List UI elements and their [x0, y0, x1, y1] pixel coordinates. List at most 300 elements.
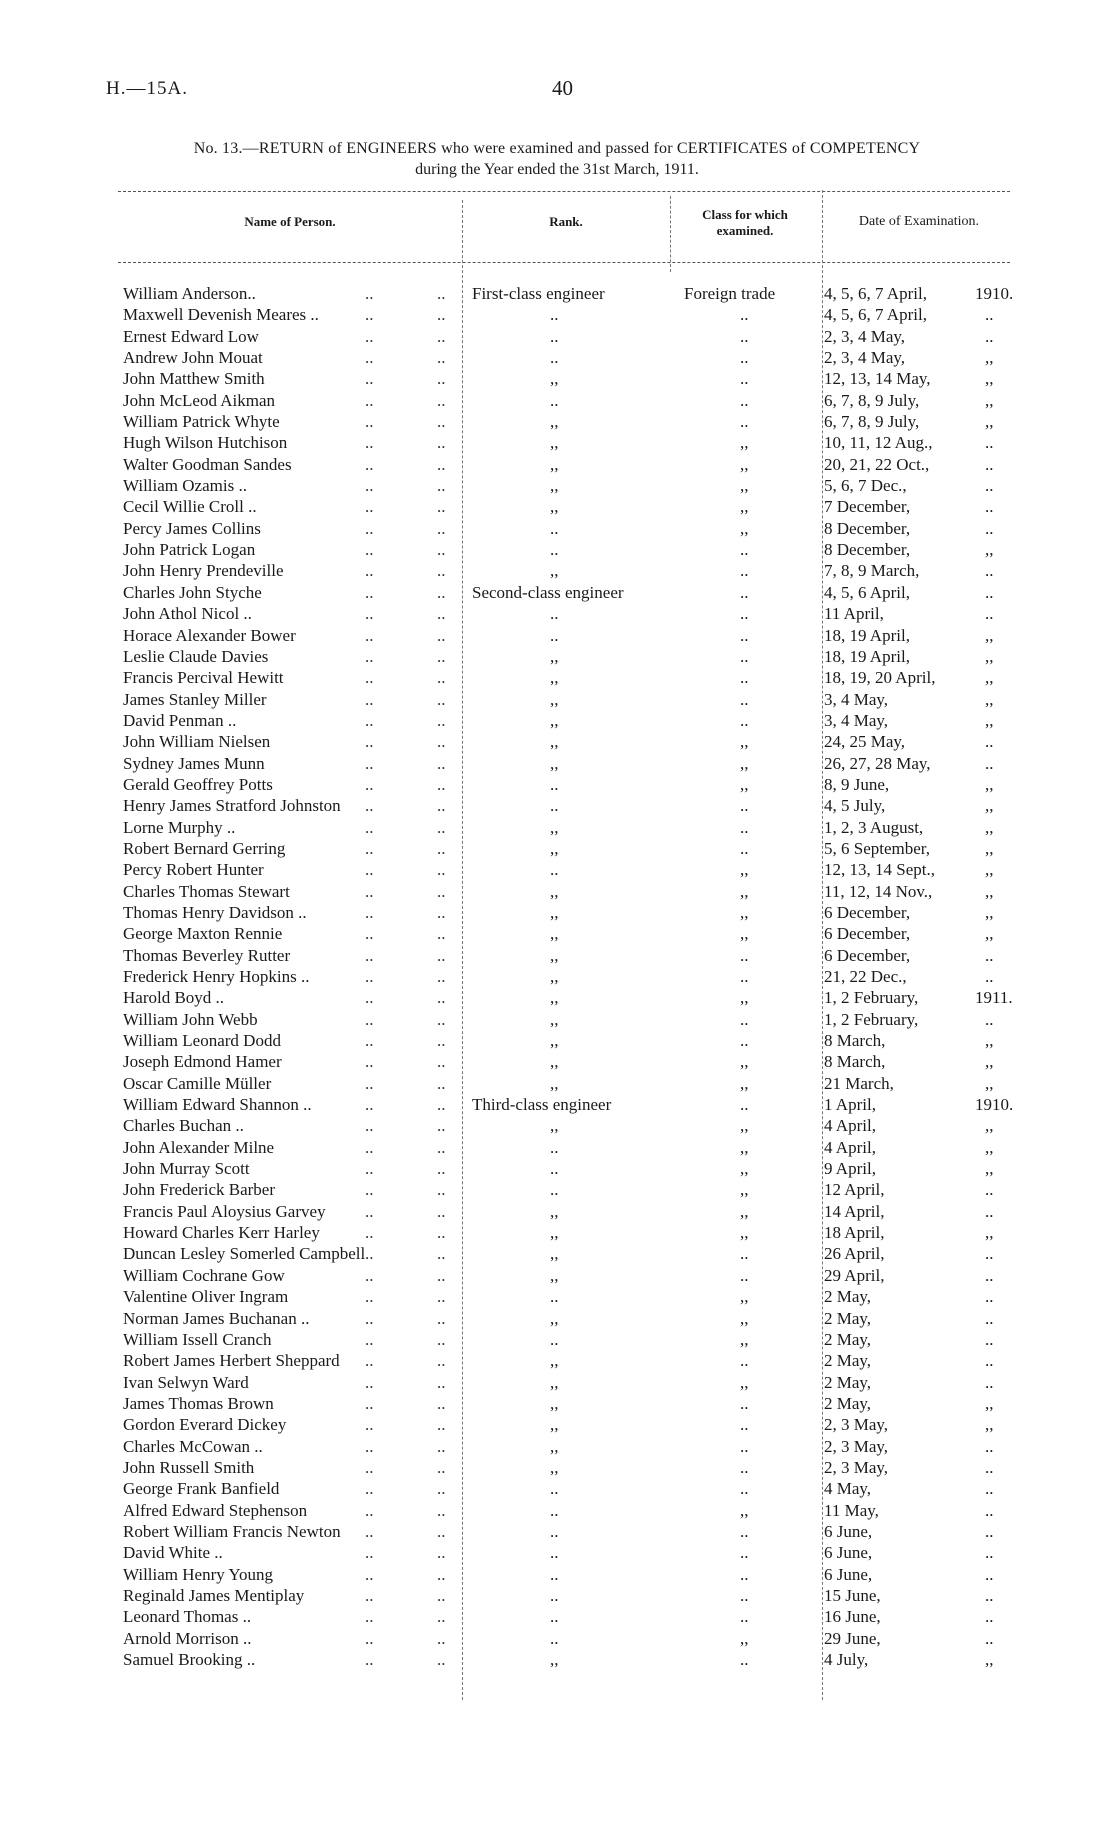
dot-leader: ..	[437, 348, 446, 368]
class-cell: ..	[740, 817, 749, 837]
class-cell: ..	[740, 540, 749, 560]
engineer-name: William Issell Cranch	[123, 1329, 272, 1349]
dot-leader: ..	[437, 1116, 446, 1136]
dot-leader: ..	[437, 1585, 446, 1605]
rank-cell: ..	[550, 305, 559, 325]
exam-date: 4 April,	[824, 1116, 876, 1136]
table-row	[0, 1243, 1114, 1264]
class-cell: ,,	[740, 881, 749, 901]
class-cell: ..	[740, 390, 749, 410]
column-header-class	[670, 207, 820, 239]
dot-leader: ..	[437, 518, 446, 538]
dot-leader: ..	[365, 540, 374, 560]
dot-leader: ..	[365, 1308, 374, 1328]
table-row	[0, 1179, 1114, 1200]
table-row	[0, 774, 1114, 795]
rank-cell: ,,	[550, 476, 559, 496]
dot-leader: ..	[437, 902, 446, 922]
table-row	[0, 753, 1114, 774]
dot-leader: ..	[365, 1457, 374, 1477]
dot-leader: ..	[437, 1415, 446, 1435]
engineer-name: David Penman ..	[123, 710, 237, 730]
table-row	[0, 1500, 1114, 1521]
exam-year: ..	[985, 1607, 994, 1627]
table-row	[0, 1436, 1114, 1457]
dot-leader: ..	[365, 1585, 374, 1605]
engineer-name: William Henry Young	[123, 1564, 273, 1584]
engineer-name: Frederick Henry Hopkins ..	[123, 967, 310, 986]
exam-date: 11 May,	[824, 1500, 879, 1520]
class-cell: ..	[740, 1521, 749, 1541]
exam-date: 6 December,	[824, 945, 911, 965]
class-cell: ,,	[740, 1500, 749, 1520]
engineer-name: Percy Robert Hunter	[123, 860, 264, 880]
class-cell: ,,	[740, 1116, 749, 1136]
class-cell: ..	[740, 1564, 749, 1584]
engineer-name: Thomas Henry Davidson ..	[123, 902, 307, 922]
column-header-date: Date of Examination.	[858, 214, 980, 229]
class-cell: ..	[740, 1351, 749, 1371]
exam-year: ..	[985, 518, 994, 538]
table-row	[0, 1265, 1114, 1286]
dot-leader: ..	[365, 390, 374, 410]
dot-leader: ..	[437, 710, 446, 730]
table-row	[0, 646, 1114, 667]
rank-cell: ..	[550, 1180, 559, 1200]
table-row	[0, 945, 1114, 966]
exam-date: 2 May,	[824, 1393, 872, 1413]
dot-leader: ..	[437, 1201, 446, 1221]
exam-year: ..	[985, 1009, 994, 1029]
table-row	[0, 1201, 1114, 1222]
rank-cell: ,,	[550, 817, 559, 837]
exam-date: 2 May,	[824, 1351, 872, 1371]
dot-leader: ..	[437, 433, 446, 453]
exam-date: 3, 4 May,	[824, 689, 889, 709]
class-cell: ,,	[740, 1073, 749, 1093]
dot-leader: ..	[365, 1372, 374, 1392]
dot-leader: ..	[365, 1095, 374, 1115]
rank-cell: ..	[550, 604, 559, 624]
exam-date: 3, 4 May,	[824, 710, 889, 730]
table-row	[0, 454, 1114, 475]
exam-date: 26 April,	[824, 1244, 885, 1264]
rank-cell: ..	[550, 540, 559, 560]
table-row	[0, 1606, 1114, 1627]
engineer-name: William Patrick Whyte	[123, 412, 280, 432]
engineer-name: Leslie Claude Davies	[123, 646, 269, 666]
class-cell: ..	[740, 1415, 749, 1435]
engineer-name: John Alexander Milne	[123, 1137, 275, 1157]
dot-leader: ..	[437, 1159, 446, 1179]
engineer-name: Norman James Buchanan ..	[123, 1308, 310, 1328]
table-row	[0, 411, 1114, 432]
rank-cell: ..	[550, 1521, 559, 1541]
rank-cell: ..	[550, 1543, 559, 1563]
class-cell: ,,	[740, 1159, 749, 1179]
table-row	[0, 1350, 1114, 1371]
engineer-name: John William Nielsen	[123, 732, 271, 752]
column-header-class-line1: Class for which	[702, 207, 788, 222]
class-cell: Foreign trade	[684, 284, 776, 303]
dot-leader: ..	[437, 817, 446, 837]
dot-leader: ..	[365, 625, 374, 645]
rank-cell: ,,	[550, 1457, 559, 1477]
rank-cell: ..	[550, 774, 559, 794]
dot-leader: ..	[437, 1223, 446, 1243]
exam-date: 5, 6 September,	[824, 838, 931, 858]
exam-year: ,,	[985, 1137, 994, 1157]
exam-year: ,,	[985, 796, 994, 816]
engineer-name: John Murray Scott	[123, 1159, 250, 1179]
dot-leader: ..	[365, 1244, 374, 1264]
engineer-name: Thomas Beverley Rutter	[123, 945, 291, 965]
exam-date: 2, 3 May,	[824, 1457, 889, 1477]
engineer-name: Charles John Styche	[123, 582, 262, 602]
table-row	[0, 710, 1114, 731]
dot-leader: ..	[365, 1543, 374, 1563]
class-cell: ,,	[740, 774, 749, 794]
rank-cell: ,,	[550, 454, 559, 474]
exam-year: ..	[985, 1372, 994, 1392]
table-row	[0, 1521, 1114, 1542]
engineer-name: Charles Thomas Stewart	[123, 881, 290, 901]
engineer-name: John Athol Nicol ..	[123, 604, 252, 624]
exam-year: 1910.	[975, 1095, 1014, 1115]
class-cell: ,,	[740, 1201, 749, 1221]
rank-cell: ..	[550, 1287, 559, 1307]
table-row	[0, 560, 1114, 581]
dot-leader: ..	[365, 476, 374, 496]
exam-year: ..	[985, 732, 994, 752]
exam-date: 18, 19 April,	[824, 625, 910, 645]
dot-leader: ..	[437, 689, 446, 709]
table-row	[0, 539, 1114, 560]
exam-year: ,,	[985, 1031, 994, 1051]
column-header-class-line2: examined.	[716, 223, 774, 238]
table-row	[0, 1585, 1114, 1606]
exam-date: 2, 3 May,	[824, 1415, 889, 1435]
engineer-name: Ernest Edward Low	[123, 326, 259, 346]
class-cell: ..	[740, 1393, 749, 1413]
page-number: 40	[552, 76, 573, 100]
exam-year: ..	[985, 1479, 994, 1499]
engineer-name: John Frederick Barber	[123, 1180, 276, 1200]
exam-year: ,,	[985, 902, 994, 922]
dot-leader: ..	[365, 881, 374, 901]
engineer-name: Sydney James Munn	[123, 753, 265, 773]
rank-cell: ,,	[550, 1372, 559, 1392]
dot-leader: ..	[437, 604, 446, 624]
exam-year: ..	[985, 476, 994, 496]
exam-date: 18, 19 April,	[824, 646, 910, 666]
exam-date: 18 April,	[824, 1223, 885, 1243]
exam-date: 2, 3, 4 May,	[824, 326, 906, 346]
dot-leader: ..	[365, 732, 374, 752]
exam-date: 20, 21, 22 Oct.,	[824, 454, 930, 474]
class-cell: ,,	[740, 1052, 749, 1072]
column-header-name: Name of Person.	[244, 214, 336, 229]
rank-cell: ,,	[550, 433, 559, 453]
exam-date: 1, 2, 3 August,	[824, 817, 924, 837]
engineer-name: Robert William Francis Newton	[123, 1521, 341, 1541]
dot-leader: ..	[437, 838, 446, 858]
dot-leader: ..	[437, 860, 446, 880]
rank-cell: ..	[550, 1479, 559, 1499]
column-header-rank: Rank.	[549, 214, 583, 229]
dot-leader: ..	[365, 561, 374, 581]
dot-leader: ..	[365, 1564, 374, 1584]
table-row	[0, 1308, 1114, 1329]
exam-date: 2 May,	[824, 1329, 872, 1349]
table-row	[0, 817, 1114, 838]
class-cell: ..	[740, 604, 749, 624]
dot-leader: ..	[437, 774, 446, 794]
class-cell: ..	[740, 561, 749, 581]
engineer-name: Gordon Everard Dickey	[123, 1415, 287, 1435]
dot-leader: ..	[437, 1351, 446, 1371]
dot-leader: ..	[437, 305, 446, 325]
dot-leader: ..	[437, 1650, 446, 1669]
table-row	[0, 283, 1114, 304]
dot-leader: ..	[437, 1457, 446, 1477]
dot-leader: ..	[365, 1393, 374, 1413]
table-row	[0, 304, 1114, 325]
exam-date: 4 May,	[824, 1479, 872, 1499]
engineer-name: Charles Buchan ..	[123, 1116, 244, 1136]
engineer-name: John Patrick Logan	[123, 540, 256, 560]
dot-leader: ..	[437, 646, 446, 666]
rank-cell: First-class engineer	[472, 284, 605, 303]
exam-date: 5, 6, 7 Dec.,	[824, 476, 907, 496]
exam-year: ,,	[985, 625, 994, 645]
dot-leader: ..	[365, 433, 374, 453]
engineer-name: Oscar Camille Müller	[123, 1073, 272, 1093]
exam-year: ,,	[985, 838, 994, 858]
class-cell: ,,	[740, 924, 749, 944]
exam-year: 1911.	[975, 988, 1013, 1008]
table-row	[0, 1478, 1114, 1499]
dot-leader: ..	[365, 1500, 374, 1520]
exam-date: 7, 8, 9 March,	[824, 561, 920, 581]
table-row	[0, 1542, 1114, 1563]
engineer-name: Lorne Murphy ..	[123, 817, 236, 837]
engineer-name: Cecil Willie Croll ..	[123, 497, 257, 517]
exam-year: ,,	[985, 1159, 994, 1179]
engineer-name: George Frank Banfield	[123, 1479, 280, 1499]
class-cell: ,,	[740, 1137, 749, 1157]
rank-cell: ,,	[550, 1650, 559, 1669]
class-cell: ..	[740, 1543, 749, 1563]
exam-year: ,,	[985, 668, 994, 688]
engineer-name: Andrew John Mouat	[123, 348, 263, 368]
dot-leader: ..	[365, 1201, 374, 1221]
engineer-name: George Maxton Rennie	[123, 924, 283, 944]
engineer-name: Percy James Collins	[123, 518, 261, 538]
class-cell: ,,	[740, 1223, 749, 1243]
exam-year: ,,	[985, 348, 994, 368]
dot-leader: ..	[437, 945, 446, 965]
engineer-name: Robert Bernard Gerring	[123, 838, 286, 858]
class-cell: ..	[740, 1244, 749, 1264]
table-row	[0, 518, 1114, 539]
dot-leader: ..	[437, 1265, 446, 1285]
dot-leader: ..	[365, 902, 374, 922]
table-row	[0, 1137, 1114, 1158]
header-rule-bottom	[118, 262, 1010, 263]
dot-leader: ..	[437, 369, 446, 389]
dot-leader: ..	[365, 1116, 374, 1136]
table-row	[0, 966, 1114, 987]
class-cell: ..	[740, 967, 749, 986]
dot-leader: ..	[437, 1287, 446, 1307]
rank-cell: ,,	[550, 561, 559, 581]
class-cell: ..	[740, 348, 749, 368]
exam-date: 12 April,	[824, 1180, 885, 1200]
exam-date: 4, 5, 6, 7 April,	[824, 305, 927, 325]
class-cell: ,,	[740, 476, 749, 496]
exam-date: 11, 12, 14 Nov.,	[824, 881, 933, 901]
dot-leader: ..	[437, 1479, 446, 1499]
rank-cell: ..	[550, 860, 559, 880]
dot-leader: ..	[365, 1031, 374, 1051]
class-cell: ,,	[740, 1329, 749, 1349]
class-cell: ..	[740, 326, 749, 346]
exam-date: 4 April,	[824, 1137, 876, 1157]
exam-year: ..	[985, 967, 994, 986]
table-row	[0, 1030, 1114, 1051]
dot-leader: ..	[365, 305, 374, 325]
engineer-name: Samuel Brooking ..	[123, 1650, 256, 1669]
dot-leader: ..	[365, 1329, 374, 1349]
rank-cell: ,,	[550, 1223, 559, 1243]
dot-leader: ..	[365, 1436, 374, 1456]
exam-year: ..	[985, 1351, 994, 1371]
table-row	[0, 902, 1114, 923]
dot-leader: ..	[437, 561, 446, 581]
rank-cell: ,,	[550, 689, 559, 709]
exam-date: 2, 3, 4 May,	[824, 348, 906, 368]
exam-year: ,,	[985, 860, 994, 880]
dot-leader: ..	[365, 1009, 374, 1029]
exam-year: ,,	[985, 1415, 994, 1435]
dot-leader: ..	[365, 1159, 374, 1179]
dot-leader: ..	[365, 369, 374, 389]
class-cell: ,,	[740, 1308, 749, 1328]
exam-date: 6, 7, 8, 9 July,	[824, 412, 920, 432]
table-row	[0, 432, 1114, 453]
exam-year: ..	[985, 305, 994, 325]
class-cell: ..	[740, 1457, 749, 1477]
dot-leader: ..	[437, 753, 446, 773]
exam-date: 8, 9 June,	[824, 774, 890, 794]
engineer-name: Reginald James Mentiplay	[123, 1585, 305, 1605]
exam-year: ..	[985, 1180, 994, 1200]
exam-year: ..	[985, 433, 994, 453]
exam-year: ..	[985, 582, 994, 602]
exam-date: 6, 7, 8, 9 July,	[824, 390, 920, 410]
exam-date: 12, 13, 14 Sept.,	[824, 860, 935, 880]
class-cell: ,,	[740, 902, 749, 922]
exam-year: ..	[985, 1244, 994, 1264]
engineer-name: Henry James Stratford Johnston	[123, 796, 341, 816]
dot-leader: ..	[437, 1543, 446, 1563]
exam-year: ,,	[985, 817, 994, 837]
rank-cell: ,,	[550, 924, 559, 944]
exam-date: 6 December,	[824, 902, 911, 922]
class-cell: ..	[740, 369, 749, 389]
dot-leader: ..	[437, 540, 446, 560]
exam-date: 16 June,	[824, 1607, 881, 1627]
rank-cell: ..	[550, 625, 559, 645]
exam-year: ,,	[985, 1073, 994, 1093]
dot-leader: ..	[437, 625, 446, 645]
exam-year: ,,	[985, 412, 994, 432]
rank-cell: ,,	[550, 753, 559, 773]
dot-leader: ..	[365, 689, 374, 709]
dot-leader: ..	[437, 497, 446, 517]
exam-date: 8 December,	[824, 518, 911, 538]
engineer-name: Walter Goodman Sandes	[123, 454, 292, 474]
rank-cell: ,,	[550, 1009, 559, 1029]
exam-year: ..	[985, 326, 994, 346]
dot-leader: ..	[437, 1052, 446, 1072]
exam-date: 26, 27, 28 May,	[824, 753, 931, 773]
rank-cell: ..	[550, 1564, 559, 1584]
exam-year: ,,	[985, 881, 994, 901]
dot-leader: ..	[437, 412, 446, 432]
exam-year: ,,	[985, 774, 994, 794]
rank-cell: ..	[550, 518, 559, 538]
table-row	[0, 368, 1114, 389]
dot-leader: ..	[365, 412, 374, 432]
exam-year: ..	[985, 1457, 994, 1477]
exam-year: ..	[985, 1585, 994, 1605]
rank-cell: ,,	[550, 988, 559, 1008]
table-row	[0, 1094, 1114, 1115]
table-row	[0, 390, 1114, 411]
table-row	[0, 1286, 1114, 1307]
exam-date: 2 May,	[824, 1287, 872, 1307]
engineer-name: David White ..	[123, 1543, 223, 1563]
engineer-name: Francis Paul Aloysius Garvey	[123, 1201, 326, 1221]
class-cell: ..	[740, 710, 749, 730]
dot-leader: ..	[437, 1607, 446, 1627]
exam-year: ,,	[985, 1116, 994, 1136]
exam-date: 18, 19, 20 April,	[824, 668, 936, 688]
table-row	[0, 1649, 1114, 1670]
rank-cell: ,,	[550, 1308, 559, 1328]
exam-year: ..	[985, 561, 994, 581]
rank-cell: ,,	[550, 732, 559, 752]
table-row	[0, 667, 1114, 688]
dot-leader: ..	[437, 1393, 446, 1413]
dot-leader: ..	[365, 582, 374, 602]
class-cell: ..	[740, 668, 749, 688]
exam-year: 1910.	[975, 284, 1014, 303]
dot-leader: ..	[365, 454, 374, 474]
dot-leader: ..	[437, 881, 446, 901]
dot-leader: ..	[437, 1073, 446, 1093]
engineer-name: Hugh Wilson Hutchison	[123, 433, 288, 453]
exam-date: 1 April,	[824, 1095, 876, 1115]
exam-date: 6 June,	[824, 1564, 873, 1584]
engineer-name: Ivan Selwyn Ward	[123, 1372, 249, 1392]
table-row	[0, 582, 1114, 603]
engineer-name: John Russell Smith	[123, 1457, 255, 1477]
exam-date: 2, 3 May,	[824, 1436, 889, 1456]
class-cell: ,,	[740, 988, 749, 1008]
